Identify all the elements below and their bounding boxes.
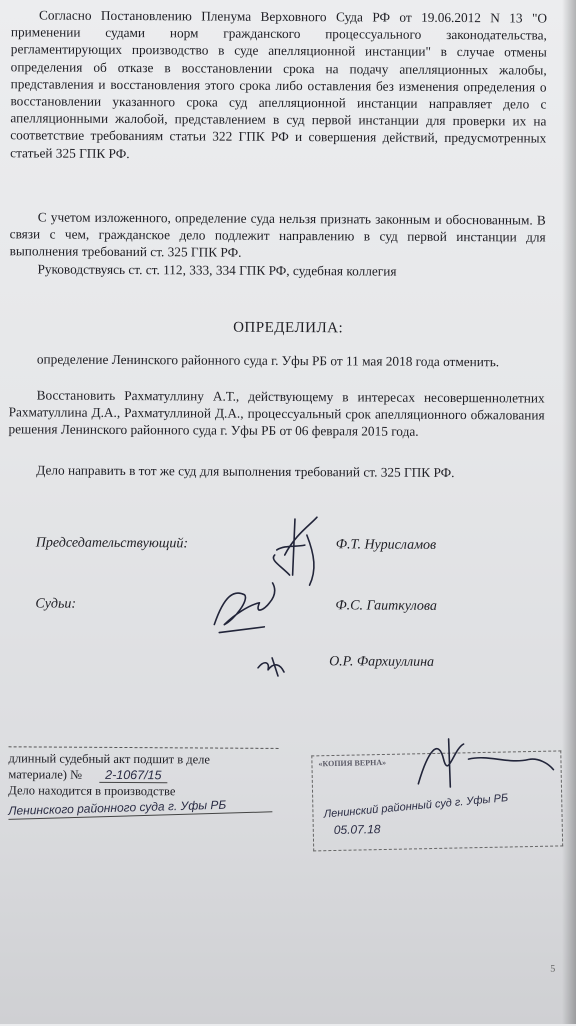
page-number: 5 <box>550 963 556 975</box>
chair-label: Председательствующий: <box>35 535 189 552</box>
stamp-line-2-prefix: материале) № <box>8 767 83 782</box>
stamp-line-2 <box>8 766 272 784</box>
chair-name: Ф.Т. Нурисламов <box>335 537 437 553</box>
stamp-line-1: длинный судебный акт подшит в деле <box>8 751 211 767</box>
paragraph-cancel-ruling: определение Ленинского районного суда г. Уфы РБ от 11 мая 2018 года отменить. <box>36 351 500 370</box>
paragraph-conclusion: С учетом изложенного, определение суда нельзя признать законным и обоснованным. В связи с чем, гражданское дело подлежит направлению в суд первой инстанции для выполнения требований ст. 325 ГПК РФ. <box>9 209 546 261</box>
stamp-top-border <box>9 746 279 749</box>
stamp-signature-icon <box>408 729 558 790</box>
paragraph-plenum-reference: Согласно Постановлению Пленума Верховного Суда РФ от 19.06.2012 N 13 "О применении судами норм гражданского процессуального законодательства, регламентирующих производство в суде апелляционной инстанции" в случае отмены определения об отказе в восстановлении срока на подачу апелляционных жалобы, представления и восстановления этого срока либо оставления без изменения определения о восстановлении указанного срока суд апелляционной инстанции направляет дело с апелляционными жалобой, представлением в суд первой инстанции для проверки их на соответствие требованиям статьи 322 ГПК РФ и совершения действий, предусмотренных статьей 325 ГПК РФ. <box>10 7 548 161</box>
stamp-title: «КОПИЯ ВЕРНА» <box>318 757 387 769</box>
case-file-stamp <box>8 750 272 820</box>
stamp-line-3: Дело находится в производстве <box>8 783 176 799</box>
case-number: 2-1067/15 <box>99 768 167 783</box>
stamp-handwritten-court: Ленинского районного суда г. Уфы РБ <box>8 795 272 820</box>
page-edge-shadow <box>562 0 576 1024</box>
paragraph-send-case: Дело направить в тот же суд для выполнения требований ст. 325 ГПК РФ. <box>36 462 455 481</box>
stamp-handwritten-date: 05.07.18 <box>333 822 381 837</box>
paragraph-restore-deadline: Восстановить Рахматуллину А.Т., действующему в интересах несовершеннолетних Рахматуллина Д.А., Рахматуллиной Д.А., процессуальный срок апелляционного обжалования решения Ленинского районного суда г. Уфы РБ от 06 февраля 2015 года. <box>8 387 545 440</box>
judges-label: Судьи: <box>35 596 77 612</box>
judge2-signature-icon <box>254 652 294 680</box>
ruling-heading: ОПРЕДЕЛИЛА: <box>233 319 344 337</box>
judge2-name: О.Р. Фархиуллина <box>329 654 435 670</box>
judge1-signature-icon <box>204 574 284 644</box>
judge1-name: Ф.С. Гаиткулова <box>335 598 437 614</box>
stamp-handwritten-note: Ленинский районный суд г. Уфы РБ <box>323 792 509 821</box>
paragraph-guided-by: Руководствуясь ст. ст. 112, 333, 334 ГПК РФ, судебная коллегия <box>37 261 397 279</box>
